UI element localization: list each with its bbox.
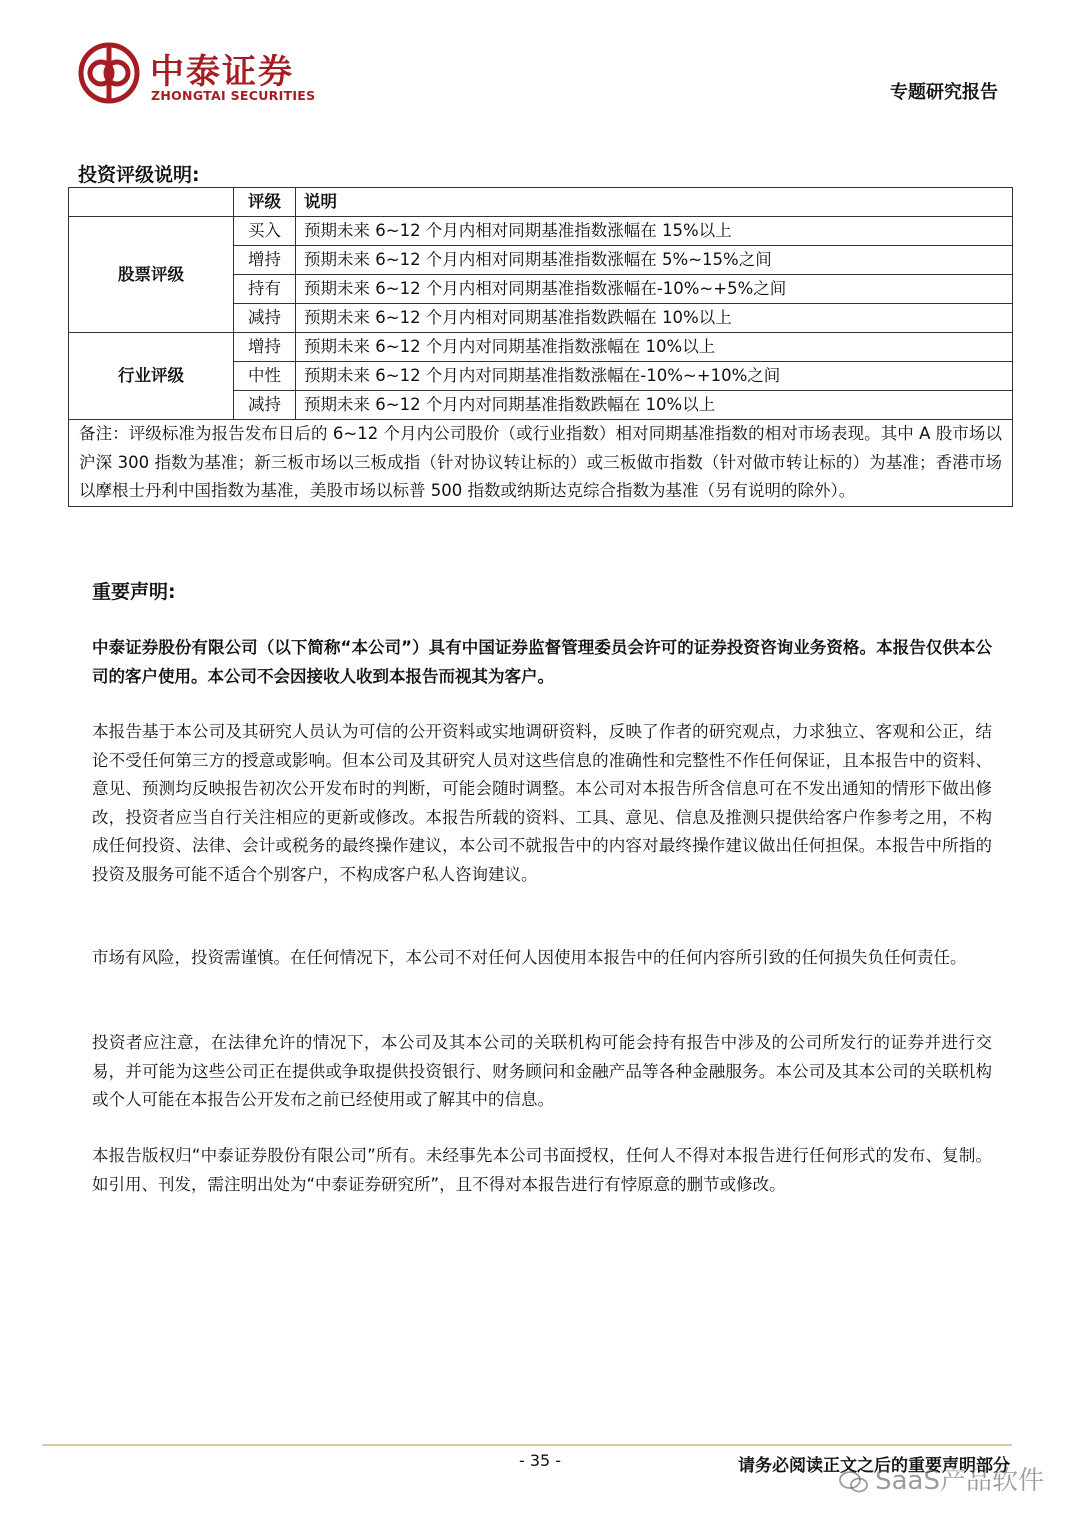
disclaimer-paragraph-1: 本报告基于本公司及其研究人员认为可信的公开资料或实地调研资料，反映了作者的研究观点，力求独立、客观和公正，结论不受任何第三方的授意或影响。但本公司及其研究人员对这些信息的准确性和完整性不作任何保证，且本报告中的资料、意见、预测均反映报告初次公开发布时的判断，可能会随时调整。本公司对本报告所含信息可在不发出通知的情形下做出修改，投资者应当自行关注相应的更新或修改。本报告所载的资料、工具、意见、信息及推测只提供给客户作参考之用，不构成任何投资、法律、会计或税务的最终操作建议，本公司不就报告中的内容对最终操作建议做出任何担保。本报告中所指的投资及服务可能不适合个别客户，不构成客户私人咨询建议。: [92, 722, 992, 884]
rating-level: 减持: [234, 304, 296, 333]
disclaimer-paragraph-4: 本报告版权归“中泰证券股份有限公司”所有。未经事先本公司书面授权，任何人不得对本报告进行任何形式的发布、复制。如引用、刊发，需注明出处为“中泰证券研究所”，且不得对本报告进行有悖原意的删节或修改。: [92, 1146, 992, 1194]
footer-note: 请务必阅读正文之后的重要声明部分: [738, 1456, 1010, 1476]
table-note-row: [69, 420, 1013, 507]
col-header-level: 评级: [234, 188, 296, 217]
table-header-row: [69, 188, 1013, 217]
report-type: 专题研究报告: [890, 82, 998, 103]
disclaimer-paragraph-2: 市场有风险，投资需谨慎。在任何情况下，本公司不对任何人因使用本报告中的任何内容所引致的任何损失负任何责任。: [92, 948, 967, 967]
rating-desc: 预期未来 6~12 个月内相对同期基准指数涨幅在-10%~+5%之间: [296, 275, 1013, 304]
rating-desc: 预期未来 6~12 个月内对同期基准指数涨幅在-10%~+10%之间: [296, 362, 1013, 391]
disclaimer-paragraph-3: 投资者应注意，在法律允许的情况下，本公司及其本公司的关联机构可能会持有报告中涉及的公司所发行的证券并进行交易，并可能为这些公司正在提供或争取提供投资银行、财务顾问和金融产品等各种金融服务。本公司及其本公司的关联机构或个人可能在本报告公开发布之前已经使用或了解其中的信息。: [92, 1033, 992, 1109]
rating-table: [68, 187, 1013, 507]
group-industry-rating: 行业评级: [69, 333, 234, 420]
disclaimer-bold-paragraph: 中泰证券股份有限公司（以下简称“本公司”）具有中国证券监督管理委员会许可的证券投资咨询业务资格。本报告仅供本公司的客户使用。本公司不会因接收人收到本报告而视其为客户。: [92, 638, 992, 686]
table-row: [69, 217, 1013, 246]
page-header: [0, 0, 1080, 120]
watermark-text: SaaS产品软件: [875, 1466, 1044, 1496]
rating-desc: 预期未来 6~12 个月内对同期基准指数跌幅在 10%以上: [296, 391, 1013, 420]
rating-section-title: 投资评级说明:: [78, 164, 200, 186]
rating-level: 增持: [234, 246, 296, 275]
rating-level: 减持: [234, 391, 296, 420]
brand-name-cn: 中泰证券: [150, 52, 294, 92]
wechat-icon: [839, 1471, 869, 1493]
col-header-desc: 说明: [296, 188, 1013, 217]
rating-level: 中性: [234, 362, 296, 391]
rating-desc: 预期未来 6~12 个月内对同期基准指数涨幅在 10%以上: [296, 333, 1013, 362]
rating-note: 备注：评级标准为报告发布日后的 6~12 个月内公司股价（或行业指数）相对同期基准指数的相对市场表现。其中 A 股市场以沪深 300 指数为基准；新三板市场以三板成指（针对协议转让标的）或三板做市指数（针对做市转让标的）为基准；香港市场以摩根士丹利中国指数为基准，美股市场以标普 500 指数或纳斯达克综合指数为基准（另有说明的除外）。: [69, 420, 1013, 507]
rating-level: 持有: [234, 275, 296, 304]
rating-desc: 预期未来 6~12 个月内相对同期基准指数跌幅在 10%以上: [296, 304, 1013, 333]
page-number: - 35 -: [518, 1451, 562, 1470]
rating-level: 增持: [234, 333, 296, 362]
table-header-blank: [69, 188, 234, 217]
brand-name-en: ZHONGTAI SECURITIES: [151, 88, 316, 103]
disclaimer-title: 重要声明:: [92, 581, 176, 603]
table-row: [69, 333, 1013, 362]
group-stock-rating: 股票评级: [69, 217, 234, 333]
rating-desc: 预期未来 6~12 个月内相对同期基准指数涨幅在 5%~15%之间: [296, 246, 1013, 275]
zhongtai-logo-icon: [78, 42, 140, 104]
footer-divider: [42, 1444, 1012, 1446]
rating-desc: 预期未来 6~12 个月内相对同期基准指数涨幅在 15%以上: [296, 217, 1013, 246]
rating-level: 买入: [234, 217, 296, 246]
watermark: [839, 1460, 1044, 1497]
